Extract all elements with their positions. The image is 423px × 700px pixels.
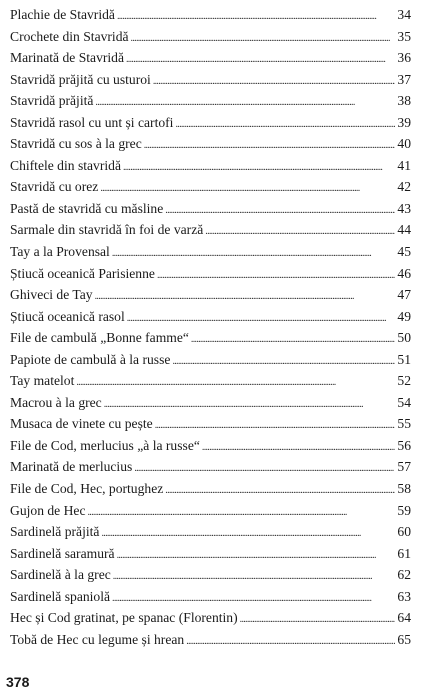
toc-entry-page: 43 <box>397 200 411 216</box>
dot-leader <box>175 114 395 136</box>
toc-entry <box>10 349 411 371</box>
toc-entry <box>10 112 411 134</box>
toc-entry-title: Stavridă rasol cu unt și cartofi <box>10 114 174 130</box>
dot-leader <box>123 157 395 179</box>
toc-entry-page: 39 <box>397 114 411 130</box>
toc-entry-title: Plachie de Stavridă <box>10 7 115 22</box>
toc-entry <box>10 90 411 112</box>
toc-entry-page: 60 <box>397 524 411 540</box>
toc-entry-title: Gujon de Hec <box>10 502 86 518</box>
toc-entry <box>10 607 411 629</box>
toc-entry-page: 54 <box>397 394 411 410</box>
table-of-contents <box>10 4 411 650</box>
toc-entry-page: 62 <box>397 567 411 583</box>
toc-entry-page: 52 <box>397 373 411 389</box>
toc-entry-title: Marinată de merlucius <box>10 459 133 475</box>
dot-leader <box>157 265 395 287</box>
toc-entry-title: Tobă de Hec cu legume și hrean <box>10 631 185 647</box>
toc-entry-title: Știucă oceanică Parisienne <box>10 265 155 281</box>
page-number: 378 <box>6 674 30 690</box>
dot-leader <box>134 458 395 480</box>
toc-entry-page: 34 <box>397 7 411 22</box>
toc-entry-page: 65 <box>397 631 411 647</box>
toc-entry <box>10 47 411 69</box>
toc-entry-page: 41 <box>397 157 411 173</box>
toc-entry-page: 45 <box>397 244 411 260</box>
toc-entry-page: 56 <box>397 437 411 453</box>
toc-entry-page: 61 <box>397 545 411 561</box>
toc-entry-title: Tay a la Provensal <box>10 244 110 260</box>
dot-leader <box>172 351 395 373</box>
toc-entry-title: Stavridă cu sos à la grec <box>10 136 142 152</box>
toc-entry-title: Papiote de cambulă à la russe <box>10 351 171 367</box>
toc-entry-page: 38 <box>397 93 411 109</box>
toc-entry-page: 35 <box>397 28 411 44</box>
toc-entry <box>10 176 411 198</box>
dot-leader <box>144 135 396 157</box>
toc-entry-page: 51 <box>397 351 411 367</box>
toc-entry-page: 64 <box>397 610 411 626</box>
toc-entry <box>10 629 411 651</box>
toc-entry-title: Ghiveci de Tay <box>10 287 93 303</box>
dot-leader <box>76 372 395 394</box>
toc-entry <box>10 500 411 522</box>
toc-entry-title: File de cambulă „Bonne famme“ <box>10 330 189 346</box>
dot-leader <box>104 394 396 416</box>
toc-entry-title: Crochete din Stavridă <box>10 28 129 44</box>
toc-entry-title: Știucă oceanică rasol <box>10 308 125 324</box>
dot-leader <box>186 631 395 653</box>
toc-entry <box>10 392 411 414</box>
dot-leader <box>153 71 396 93</box>
toc-entry <box>10 4 411 26</box>
dot-leader <box>165 200 395 222</box>
toc-entry-page: 58 <box>397 481 411 497</box>
dot-leader <box>205 221 395 243</box>
toc-entry-page: 55 <box>397 416 411 432</box>
toc-entry <box>10 327 411 349</box>
toc-entry-title: Hec și Cod gratinat, pe spanac (Florentin) <box>10 610 238 626</box>
toc-entry-title: Stavridă prăjită cu usturoi <box>10 71 151 87</box>
toc-entry <box>10 435 411 457</box>
toc-entry-page: 49 <box>397 308 411 324</box>
toc-entry-title: Stavridă prăjită <box>10 93 94 109</box>
toc-entry <box>10 521 411 543</box>
toc-entry-title: Chiftele din stavridă <box>10 157 121 173</box>
toc-entry-page: 42 <box>397 179 411 195</box>
toc-entry-page: 63 <box>397 588 411 604</box>
toc-entry <box>10 306 411 328</box>
dot-leader <box>240 609 396 631</box>
toc-entry-title: Marinată de Stavridă <box>10 50 124 66</box>
toc-entry-page: 40 <box>397 136 411 152</box>
toc-entry-title: File de Cod, merlucius „à la russe“ <box>10 437 200 453</box>
dot-leader <box>126 49 395 71</box>
toc-entry <box>10 69 411 91</box>
dot-leader <box>95 286 396 308</box>
dot-leader <box>117 545 396 567</box>
dot-leader <box>202 437 396 459</box>
toc-entry-title: Macrou à la grec <box>10 394 102 410</box>
toc-entry-title: Sardinelă spaniolă <box>10 588 111 604</box>
toc-entry <box>10 586 411 608</box>
toc-entry-title: Sardinelă saramură <box>10 545 115 561</box>
dot-leader <box>100 178 395 200</box>
toc-entry-page: 47 <box>397 287 411 303</box>
dot-leader <box>165 480 395 502</box>
toc-entry <box>10 543 411 565</box>
toc-entry-title: Stavridă cu orez <box>10 179 99 195</box>
toc-entry <box>10 219 411 241</box>
toc-entry-title: File de Cod, Hec, portughez <box>10 481 164 497</box>
dot-leader <box>155 415 396 437</box>
toc-entry-title: Pastă de stavridă cu măsline <box>10 200 164 216</box>
toc-entry-title: Sarmale din stavridă în foi de varză <box>10 222 204 238</box>
toc-entry <box>10 263 411 285</box>
toc-entry <box>10 155 411 177</box>
toc-entry <box>10 198 411 220</box>
toc-entry <box>10 564 411 586</box>
toc-entry-page: 59 <box>397 502 411 518</box>
dot-leader <box>131 28 396 50</box>
dot-leader <box>117 6 395 28</box>
toc-entry <box>10 456 411 478</box>
toc-entry-page: 50 <box>397 330 411 346</box>
toc-entry-title: Sardinelă prăjită <box>10 524 100 540</box>
dot-leader <box>112 243 396 265</box>
toc-entry <box>10 26 411 48</box>
dot-leader <box>88 502 396 524</box>
toc-entry <box>10 413 411 435</box>
toc-entry-title: Musaca de vinete cu pește <box>10 416 153 432</box>
toc-entry <box>10 133 411 155</box>
toc-entry <box>10 241 411 263</box>
dot-leader <box>127 308 396 330</box>
dot-leader <box>112 588 395 610</box>
dot-leader <box>95 92 395 114</box>
dot-leader <box>191 329 395 351</box>
dot-leader <box>101 523 395 545</box>
toc-entry-page: 57 <box>397 459 411 475</box>
dot-leader <box>113 566 396 588</box>
toc-entry-page: 46 <box>397 265 411 281</box>
toc-entry-page: 36 <box>397 50 411 66</box>
toc-entry-title: Sardinelă à la grec <box>10 567 111 583</box>
toc-entry <box>10 284 411 306</box>
toc-entry <box>10 370 411 392</box>
toc-entry <box>10 478 411 500</box>
toc-entry-page: 37 <box>397 71 411 87</box>
toc-entry-title: Tay matelot <box>10 373 75 389</box>
toc-entry-page: 44 <box>397 222 411 238</box>
